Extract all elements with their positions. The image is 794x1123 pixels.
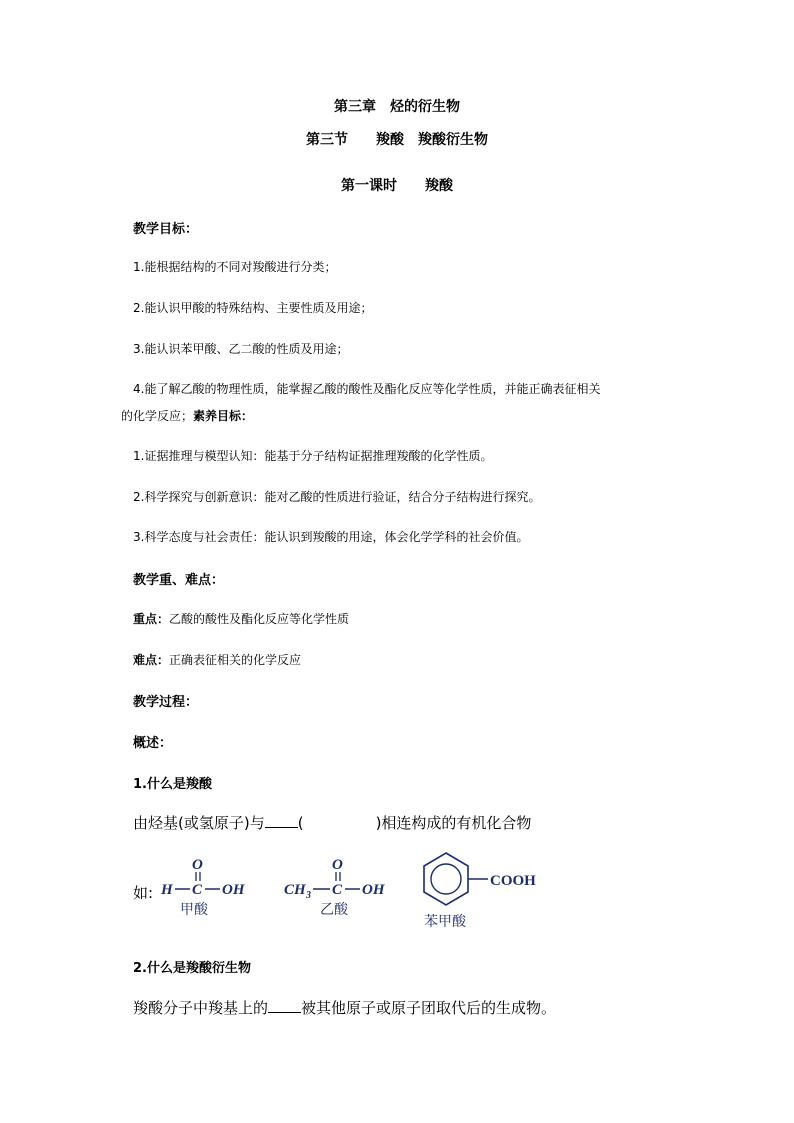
literacy-item: 3.科学态度与社会责任：能认识到羧酸的用途，体会化学学科的社会价值。 (133, 530, 529, 544)
benzoic-acid-label: 苯甲酸 (424, 914, 466, 930)
objective-item-continuation (121, 407, 253, 424)
formula-atom: C (332, 882, 343, 898)
keypoints-heading: 教学重、难点： (133, 573, 225, 588)
q1-text-c: )相连构成的有机化合物 (375, 814, 532, 832)
fill-blank[interactable] (268, 1012, 301, 1013)
fill-blank[interactable] (265, 827, 298, 828)
literacy-item: 1.证据推理与模型认知：能基于分子结构证据推理羧酸的化学性质。 (133, 449, 493, 463)
objective-item: 4.能了解乙酸的物理性质，能掌握乙酸的酸性及酯化反应等化学性质，并能正确表征相关 (133, 382, 601, 396)
q1-text-a: 由烃基(或氢原子)与 (133, 814, 265, 832)
literacy-heading: 素养目标： (193, 409, 254, 423)
question-2-line (133, 997, 556, 1018)
carboxylic-acid-formulas (158, 852, 558, 932)
lesson-title: 第一课时 羧酸 (341, 178, 453, 194)
formula-group: CH (284, 882, 306, 898)
difficult-point (133, 651, 301, 668)
question-1-heading: 1.什么是羧酸 (133, 777, 212, 792)
key-label: 重点： (133, 612, 170, 626)
q2-text-a: 羧酸分子中羧基上的 (133, 999, 269, 1017)
formic-acid-label: 甲酸 (180, 902, 208, 918)
acetic-acid-label: 乙酸 (320, 902, 348, 918)
question-2-heading: 2.什么是羧酸衍生物 (133, 961, 251, 976)
objective-item: 3.能认识苯甲酸、乙二酸的性质及用途； (133, 342, 349, 356)
example-prefix: 如: (133, 884, 154, 902)
objective-item: 1.能根据结构的不同对羧酸进行分类； (133, 260, 337, 274)
question-1-line (133, 812, 531, 833)
formula-group: COOH (490, 873, 536, 889)
benzoic-acid-structure (424, 853, 536, 930)
objective-item: 2.能认识甲酸的特殊结构、主要性质及用途； (133, 301, 373, 315)
formula-group: OH (362, 882, 385, 898)
literacy-item: 2.科学探究与创新意识：能对乙酸的性质进行验证，结合分子结构进行探究。 (133, 490, 541, 504)
formula-atom: C (192, 882, 203, 898)
objectives-heading: 教学目标： (133, 222, 199, 237)
q1-text-b: ( (297, 814, 304, 832)
chapter-title: 第三章 烃的衍生物 (334, 99, 460, 115)
formula-atom: O (332, 857, 343, 873)
difficult-label: 难点： (133, 653, 170, 667)
formula-subscript: 3 (306, 890, 311, 901)
formic-acid-structure (160, 857, 246, 918)
section-title: 第三节 羧酸 羧酸衍生物 (306, 132, 488, 148)
formula-atom: O (192, 857, 203, 873)
formula-atom: H (161, 882, 173, 898)
process-heading: 教学过程： (133, 695, 199, 710)
overview-heading: 概述： (133, 736, 173, 751)
q2-text-b: 被其他原子或原子团取代后的生成物。 (301, 999, 557, 1017)
objective-4-continuation: 的化学反应； (121, 409, 194, 423)
difficult-text: 正确表征相关的化学反应 (169, 653, 302, 667)
key-text: 乙酸的酸性及酯化反应等化学性质 (169, 612, 350, 626)
key-point (133, 610, 349, 627)
formula-group: OH (222, 882, 245, 898)
acetic-acid-structure (284, 857, 386, 918)
